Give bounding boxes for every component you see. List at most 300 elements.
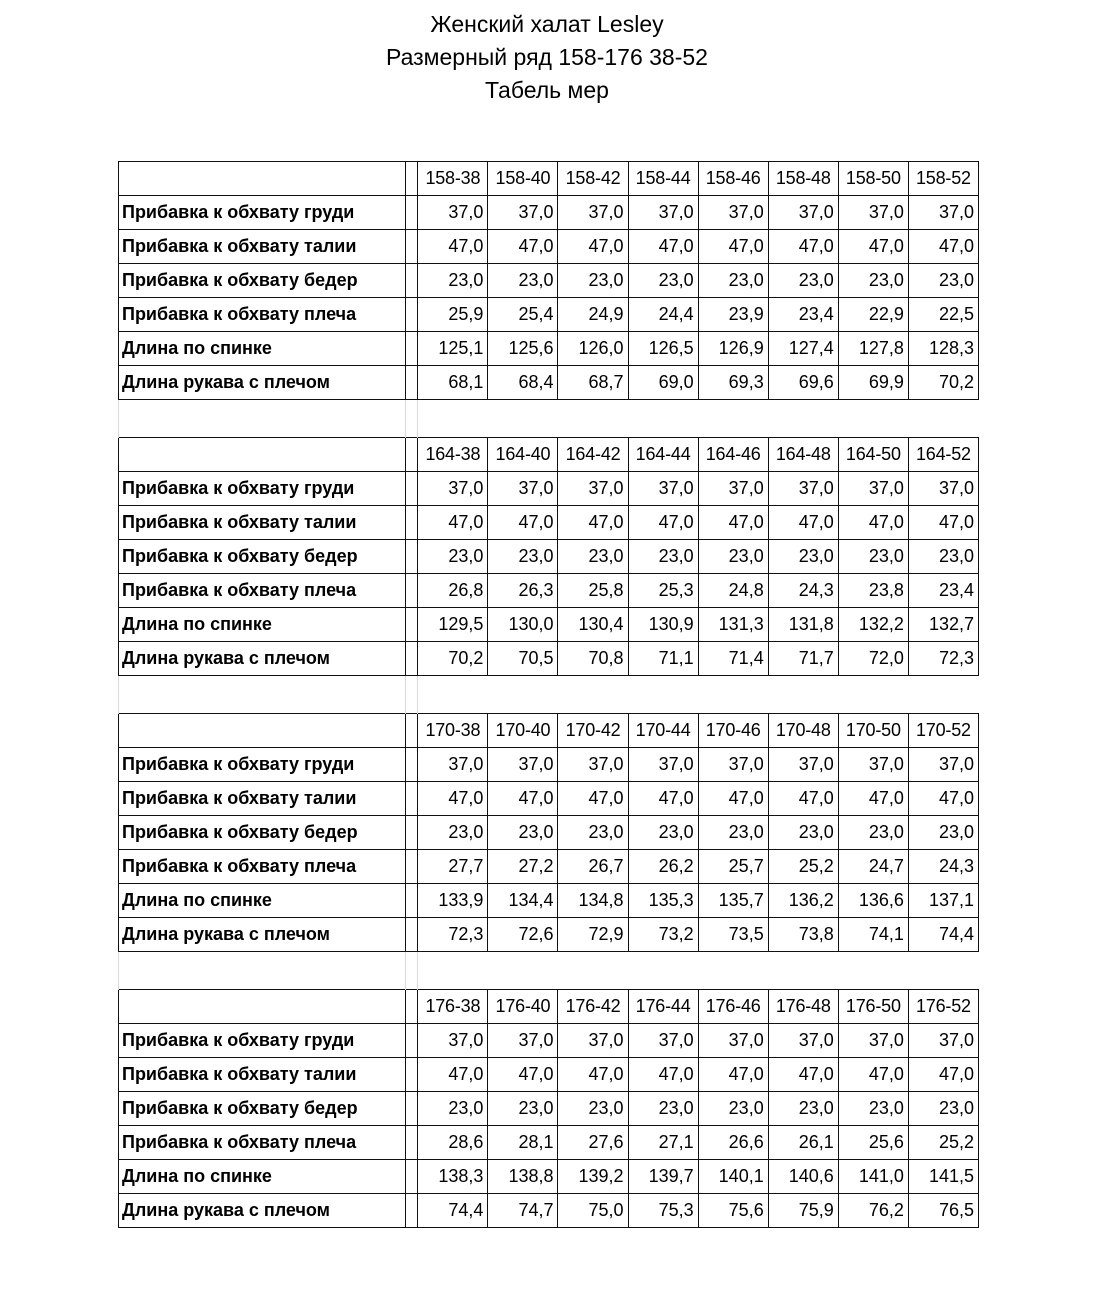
measurement-value: 47,0 — [628, 230, 698, 264]
header-empty-cell — [119, 438, 406, 472]
gap-cell — [406, 782, 418, 816]
measurement-value: 37,0 — [698, 472, 768, 506]
measurement-value: 23,0 — [558, 1092, 628, 1126]
measurement-value: 74,4 — [418, 1194, 488, 1228]
gap-cell — [406, 850, 418, 884]
measurement-value: 24,7 — [838, 850, 908, 884]
size-header-cell: 158-42 — [558, 162, 628, 196]
measurement-label: Прибавка к обхвату бедер — [119, 540, 406, 574]
measurement-label: Прибавка к обхвату плеча — [119, 298, 406, 332]
measurement-row — [119, 884, 979, 918]
measurement-value: 37,0 — [838, 196, 908, 230]
measurement-value: 23,0 — [628, 1092, 698, 1126]
measurement-value: 22,5 — [908, 298, 978, 332]
measurement-value: 140,6 — [768, 1160, 838, 1194]
measurement-label: Прибавка к обхвату груди — [119, 472, 406, 506]
size-header-row — [119, 714, 979, 748]
measurement-value: 138,3 — [418, 1160, 488, 1194]
measurement-value: 24,8 — [698, 574, 768, 608]
measurement-value: 70,2 — [908, 366, 978, 400]
measurement-row — [119, 782, 979, 816]
measurement-value: 23,0 — [628, 816, 698, 850]
measurement-value: 138,8 — [488, 1160, 558, 1194]
measurement-value: 126,9 — [698, 332, 768, 366]
measurement-label: Прибавка к обхвату груди — [119, 196, 406, 230]
measurement-value: 27,7 — [418, 850, 488, 884]
measurement-value: 23,0 — [418, 1092, 488, 1126]
size-header-row — [119, 990, 979, 1024]
measurement-value: 47,0 — [838, 506, 908, 540]
measurement-value: 75,0 — [558, 1194, 628, 1228]
measurement-label: Прибавка к обхвату бедер — [119, 816, 406, 850]
measurement-value: 27,1 — [628, 1126, 698, 1160]
measurement-label: Длина рукава с плечом — [119, 366, 406, 400]
size-header-cell: 158-48 — [768, 162, 838, 196]
size-header-cell: 170-50 — [838, 714, 908, 748]
size-header-cell: 170-48 — [768, 714, 838, 748]
measurement-value: 47,0 — [838, 230, 908, 264]
measurement-value: 47,0 — [768, 1058, 838, 1092]
measurement-value: 68,4 — [488, 366, 558, 400]
size-header-cell: 176-38 — [418, 990, 488, 1024]
measurement-row — [119, 1160, 979, 1194]
measurement-value: 47,0 — [908, 782, 978, 816]
measurement-value: 23,0 — [768, 816, 838, 850]
measurement-value: 47,0 — [488, 230, 558, 264]
measurement-value: 25,6 — [838, 1126, 908, 1160]
spacer-cell — [406, 400, 418, 438]
measurement-value: 23,0 — [908, 1092, 978, 1126]
measurement-value: 37,0 — [628, 472, 698, 506]
measurement-value: 37,0 — [908, 196, 978, 230]
measurement-value: 23,0 — [838, 264, 908, 298]
size-chart-body — [119, 162, 979, 1228]
measurement-label: Длина рукава с плечом — [119, 1194, 406, 1228]
measurement-value: 47,0 — [488, 782, 558, 816]
measurement-value: 47,0 — [628, 1058, 698, 1092]
measurement-value: 127,8 — [838, 332, 908, 366]
measurement-label: Длина рукава с плечом — [119, 918, 406, 952]
measurement-value: 47,0 — [698, 230, 768, 264]
measurement-value: 125,6 — [488, 332, 558, 366]
measurement-row — [119, 1024, 979, 1058]
measurement-value: 37,0 — [628, 1024, 698, 1058]
measurement-row — [119, 196, 979, 230]
size-header-cell: 164-38 — [418, 438, 488, 472]
measurement-label: Прибавка к обхвату талии — [119, 782, 406, 816]
measurement-value: 127,4 — [768, 332, 838, 366]
measurement-label: Длина по спинке — [119, 1160, 406, 1194]
size-header-cell: 170-44 — [628, 714, 698, 748]
measurement-value: 23,8 — [838, 574, 908, 608]
measurement-row — [119, 850, 979, 884]
measurement-label: Длина по спинке — [119, 332, 406, 366]
gap-cell — [406, 1194, 418, 1228]
measurement-value: 23,0 — [698, 540, 768, 574]
measurement-value: 26,8 — [418, 574, 488, 608]
measurement-value: 37,0 — [558, 472, 628, 506]
gap-cell — [406, 574, 418, 608]
measurement-row — [119, 608, 979, 642]
size-header-cell: 170-42 — [558, 714, 628, 748]
measurement-value: 23,0 — [908, 540, 978, 574]
gap-cell — [406, 438, 418, 472]
measurement-value: 23,0 — [418, 264, 488, 298]
measurement-value: 133,9 — [418, 884, 488, 918]
measurement-value: 135,3 — [628, 884, 698, 918]
measurement-row — [119, 816, 979, 850]
measurements-subtitle: Табель мер — [485, 77, 609, 103]
measurement-row — [119, 332, 979, 366]
measurement-value: 23,0 — [558, 540, 628, 574]
measurement-value: 37,0 — [768, 1024, 838, 1058]
measurement-label: Длина рукава с плечом — [119, 642, 406, 676]
measurement-value: 47,0 — [768, 506, 838, 540]
measurement-value: 23,4 — [768, 298, 838, 332]
measurement-value: 132,7 — [908, 608, 978, 642]
measurement-value: 37,0 — [418, 748, 488, 782]
measurement-value: 24,3 — [908, 850, 978, 884]
header-empty-cell — [119, 714, 406, 748]
measurement-value: 73,5 — [698, 918, 768, 952]
measurement-value: 134,8 — [558, 884, 628, 918]
size-header-cell: 176-42 — [558, 990, 628, 1024]
gap-cell — [406, 918, 418, 952]
measurement-value: 23,0 — [698, 264, 768, 298]
measurement-row — [119, 506, 979, 540]
gap-cell — [406, 506, 418, 540]
measurement-value: 136,6 — [838, 884, 908, 918]
measurement-value: 22,9 — [838, 298, 908, 332]
measurement-value: 25,2 — [908, 1126, 978, 1160]
gap-cell — [406, 162, 418, 196]
measurement-value: 26,7 — [558, 850, 628, 884]
measurement-value: 125,1 — [418, 332, 488, 366]
measurement-value: 70,2 — [418, 642, 488, 676]
measurement-value: 72,6 — [488, 918, 558, 952]
measurement-value: 129,5 — [418, 608, 488, 642]
measurement-value: 27,6 — [558, 1126, 628, 1160]
measurement-value: 76,5 — [908, 1194, 978, 1228]
gap-cell — [406, 1024, 418, 1058]
measurement-value: 37,0 — [908, 472, 978, 506]
measurement-value: 37,0 — [698, 1024, 768, 1058]
size-header-cell: 176-40 — [488, 990, 558, 1024]
measurement-value: 37,0 — [558, 1024, 628, 1058]
measurement-value: 47,0 — [838, 1058, 908, 1092]
gap-cell — [406, 1058, 418, 1092]
measurement-value: 47,0 — [558, 1058, 628, 1092]
measurement-value: 23,0 — [908, 264, 978, 298]
gap-cell — [406, 1092, 418, 1126]
size-header-cell: 164-46 — [698, 438, 768, 472]
measurement-value: 37,0 — [488, 472, 558, 506]
measurement-value: 23,0 — [768, 1092, 838, 1126]
gap-cell — [406, 230, 418, 264]
measurement-label: Прибавка к обхвату бедер — [119, 264, 406, 298]
gap-cell — [406, 540, 418, 574]
measurement-value: 47,0 — [698, 506, 768, 540]
size-chart-table — [118, 161, 979, 1228]
size-chart-sheet — [118, 161, 979, 1228]
measurement-value: 25,9 — [418, 298, 488, 332]
measurement-label: Прибавка к обхвату плеча — [119, 850, 406, 884]
size-header-cell: 158-46 — [698, 162, 768, 196]
measurement-row — [119, 472, 979, 506]
measurement-value: 126,5 — [628, 332, 698, 366]
measurement-label: Длина по спинке — [119, 608, 406, 642]
size-header-row — [119, 438, 979, 472]
measurement-value: 23,0 — [628, 540, 698, 574]
gap-cell — [406, 1126, 418, 1160]
size-header-cell: 158-50 — [838, 162, 908, 196]
gap-cell — [406, 990, 418, 1024]
measurement-value: 23,0 — [418, 816, 488, 850]
measurement-value: 72,3 — [418, 918, 488, 952]
measurement-value: 37,0 — [628, 748, 698, 782]
gap-cell — [406, 816, 418, 850]
size-header-cell: 176-44 — [628, 990, 698, 1024]
measurement-value: 47,0 — [488, 506, 558, 540]
measurement-value: 23,9 — [698, 298, 768, 332]
measurement-value: 131,3 — [698, 608, 768, 642]
measurement-value: 47,0 — [418, 1058, 488, 1092]
measurement-row — [119, 748, 979, 782]
measurement-value: 26,1 — [768, 1126, 838, 1160]
measurement-value: 37,0 — [488, 1024, 558, 1058]
size-header-cell: 176-46 — [698, 990, 768, 1024]
measurement-value: 23,4 — [908, 574, 978, 608]
measurement-value: 47,0 — [558, 230, 628, 264]
spacer-cell — [119, 400, 406, 438]
block-spacer-row — [119, 400, 979, 438]
measurement-value: 73,8 — [768, 918, 838, 952]
gap-cell — [406, 1160, 418, 1194]
measurement-value: 37,0 — [418, 196, 488, 230]
measurement-row — [119, 574, 979, 608]
measurement-value: 37,0 — [418, 472, 488, 506]
measurement-value: 23,0 — [698, 816, 768, 850]
measurement-value: 47,0 — [768, 782, 838, 816]
measurement-value: 47,0 — [558, 782, 628, 816]
measurement-value: 23,0 — [838, 816, 908, 850]
measurement-value: 74,1 — [838, 918, 908, 952]
measurement-value: 136,2 — [768, 884, 838, 918]
measurement-value: 47,0 — [768, 230, 838, 264]
measurement-row — [119, 366, 979, 400]
measurement-value: 139,2 — [558, 1160, 628, 1194]
gap-cell — [406, 298, 418, 332]
measurement-value: 23,0 — [418, 540, 488, 574]
measurement-value: 139,7 — [628, 1160, 698, 1194]
measurement-value: 74,7 — [488, 1194, 558, 1228]
measurement-value: 37,0 — [558, 196, 628, 230]
measurement-value: 140,1 — [698, 1160, 768, 1194]
gap-cell — [406, 748, 418, 782]
measurement-row — [119, 1194, 979, 1228]
measurement-value: 137,1 — [908, 884, 978, 918]
size-header-cell: 164-52 — [908, 438, 978, 472]
measurement-value: 26,3 — [488, 574, 558, 608]
measurement-value: 47,0 — [698, 782, 768, 816]
measurement-row — [119, 264, 979, 298]
measurement-value: 72,0 — [838, 642, 908, 676]
measurement-value: 37,0 — [558, 748, 628, 782]
document-title: Женский халат Lesley — [430, 11, 664, 37]
gap-cell — [406, 608, 418, 642]
spacer-cell — [406, 952, 418, 990]
measurement-value: 141,5 — [908, 1160, 978, 1194]
measurement-value: 25,3 — [628, 574, 698, 608]
measurement-value: 47,0 — [418, 782, 488, 816]
measurement-row — [119, 918, 979, 952]
gap-cell — [406, 884, 418, 918]
measurement-value: 72,9 — [558, 918, 628, 952]
measurement-value: 47,0 — [488, 1058, 558, 1092]
measurement-value: 37,0 — [488, 748, 558, 782]
measurement-label: Прибавка к обхвату талии — [119, 506, 406, 540]
size-header-cell: 158-44 — [628, 162, 698, 196]
measurement-value: 75,3 — [628, 1194, 698, 1228]
measurement-value: 69,3 — [698, 366, 768, 400]
gap-cell — [406, 366, 418, 400]
measurement-value: 37,0 — [768, 196, 838, 230]
measurement-value: 71,1 — [628, 642, 698, 676]
measurement-value: 130,0 — [488, 608, 558, 642]
measurement-value: 47,0 — [628, 506, 698, 540]
size-header-cell: 158-38 — [418, 162, 488, 196]
measurement-value: 23,0 — [558, 264, 628, 298]
measurement-value: 23,0 — [628, 264, 698, 298]
spacer-cell — [119, 676, 406, 714]
measurement-value: 37,0 — [838, 1024, 908, 1058]
document-header — [0, 8, 1094, 107]
measurement-value: 37,0 — [908, 1024, 978, 1058]
measurement-row — [119, 230, 979, 264]
size-header-cell: 170-52 — [908, 714, 978, 748]
measurement-value: 24,9 — [558, 298, 628, 332]
measurement-value: 47,0 — [838, 782, 908, 816]
measurement-value: 23,0 — [838, 1092, 908, 1126]
gap-cell — [406, 264, 418, 298]
size-header-cell: 158-52 — [908, 162, 978, 196]
measurement-value: 25,8 — [558, 574, 628, 608]
measurement-value: 25,2 — [768, 850, 838, 884]
measurement-row — [119, 1126, 979, 1160]
measurement-label: Прибавка к обхвату плеча — [119, 1126, 406, 1160]
measurement-value: 37,0 — [768, 748, 838, 782]
measurement-value: 134,4 — [488, 884, 558, 918]
measurement-value: 26,2 — [628, 850, 698, 884]
spacer-cell — [406, 676, 418, 714]
size-range-subtitle: Размерный ряд 158-176 38-52 — [386, 44, 708, 70]
measurement-value: 74,4 — [908, 918, 978, 952]
measurement-value: 47,0 — [908, 1058, 978, 1092]
measurement-label: Прибавка к обхвату талии — [119, 1058, 406, 1092]
measurement-row — [119, 1092, 979, 1126]
measurement-value: 23,0 — [558, 816, 628, 850]
size-header-cell: 170-40 — [488, 714, 558, 748]
measurement-value: 47,0 — [628, 782, 698, 816]
measurement-value: 37,0 — [698, 748, 768, 782]
measurement-value: 37,0 — [908, 748, 978, 782]
measurement-value: 23,0 — [698, 1092, 768, 1126]
measurement-value: 28,6 — [418, 1126, 488, 1160]
measurement-value: 132,2 — [838, 608, 908, 642]
header-empty-cell — [119, 990, 406, 1024]
measurement-value: 37,0 — [418, 1024, 488, 1058]
spacer-cell — [418, 400, 979, 438]
measurement-value: 130,9 — [628, 608, 698, 642]
measurement-value: 131,8 — [768, 608, 838, 642]
measurement-value: 23,0 — [838, 540, 908, 574]
measurement-value: 76,2 — [838, 1194, 908, 1228]
measurement-row — [119, 298, 979, 332]
measurement-label: Прибавка к обхвату груди — [119, 1024, 406, 1058]
measurement-value: 128,3 — [908, 332, 978, 366]
size-header-cell: 164-44 — [628, 438, 698, 472]
measurement-value: 37,0 — [838, 472, 908, 506]
size-header-cell: 164-48 — [768, 438, 838, 472]
spacer-cell — [418, 952, 979, 990]
measurement-value: 70,5 — [488, 642, 558, 676]
size-header-cell: 164-40 — [488, 438, 558, 472]
measurement-value: 47,0 — [418, 230, 488, 264]
gap-cell — [406, 196, 418, 230]
size-header-cell: 170-38 — [418, 714, 488, 748]
measurement-row — [119, 540, 979, 574]
size-header-cell: 176-52 — [908, 990, 978, 1024]
measurement-row — [119, 642, 979, 676]
measurement-value: 28,1 — [488, 1126, 558, 1160]
measurement-value: 23,0 — [488, 1092, 558, 1126]
measurement-value: 37,0 — [838, 748, 908, 782]
measurement-value: 37,0 — [488, 196, 558, 230]
size-header-cell: 164-42 — [558, 438, 628, 472]
measurement-label: Прибавка к обхвату плеча — [119, 574, 406, 608]
gap-cell — [406, 714, 418, 748]
measurement-value: 23,0 — [768, 264, 838, 298]
size-header-cell: 176-48 — [768, 990, 838, 1024]
measurement-value: 68,7 — [558, 366, 628, 400]
measurement-label: Прибавка к обхвату бедер — [119, 1092, 406, 1126]
measurement-value: 130,4 — [558, 608, 628, 642]
measurement-value: 27,2 — [488, 850, 558, 884]
measurement-value: 75,6 — [698, 1194, 768, 1228]
measurement-value: 71,4 — [698, 642, 768, 676]
measurement-value: 24,4 — [628, 298, 698, 332]
size-header-cell: 176-50 — [838, 990, 908, 1024]
block-spacer-row — [119, 676, 979, 714]
measurement-label: Прибавка к обхвату груди — [119, 748, 406, 782]
measurement-row — [119, 1058, 979, 1092]
measurement-value: 47,0 — [908, 230, 978, 264]
gap-cell — [406, 642, 418, 676]
measurement-value: 23,0 — [488, 816, 558, 850]
measurement-value: 47,0 — [908, 506, 978, 540]
measurement-value: 47,0 — [558, 506, 628, 540]
size-header-cell: 170-46 — [698, 714, 768, 748]
measurement-value: 23,0 — [908, 816, 978, 850]
measurement-value: 37,0 — [628, 196, 698, 230]
measurement-value: 69,9 — [838, 366, 908, 400]
measurement-value: 71,7 — [768, 642, 838, 676]
measurement-value: 69,6 — [768, 366, 838, 400]
header-empty-cell — [119, 162, 406, 196]
measurement-value: 37,0 — [698, 196, 768, 230]
measurement-value: 70,8 — [558, 642, 628, 676]
spacer-cell — [418, 676, 979, 714]
